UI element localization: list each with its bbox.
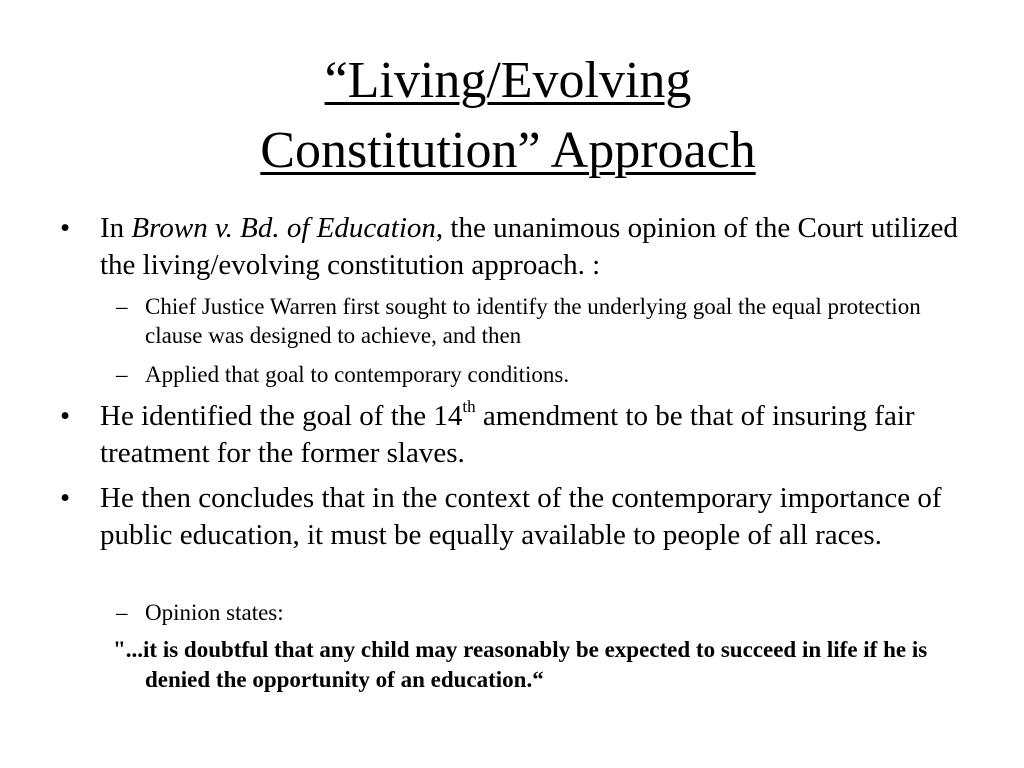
dash-marker: – (116, 600, 128, 625)
case-name: Brown v. Bd. of Education (131, 212, 436, 244)
slide-title-line-1: “Living/Evolving (324, 52, 692, 109)
bullet-marker: • (60, 212, 71, 244)
sub-bullet-item-opinion (116, 598, 936, 627)
dash-marker: – (116, 362, 128, 387)
opinion-quote (113, 635, 933, 695)
sub-bullet-item-applied (116, 360, 936, 389)
bullet-item-brown (60, 210, 970, 284)
slide-title-line-2: Constitution” Approach (260, 122, 756, 179)
bullet-text: He then concludes that in the context of the contemporary importance of public education, it must be equally available to people of all races. (100, 482, 942, 551)
bullet-text-lead: In (100, 212, 132, 244)
bullet-text (100, 398, 970, 472)
opinion-quote-text: "...it is doubtful that any child may reasonably be expected to succeed in life if he is denied the opportunity of an education.“ (113, 637, 928, 692)
bullet-marker: • (60, 482, 71, 514)
bullet-item-goal (60, 398, 970, 472)
bullet-item-conclusion (60, 480, 970, 554)
ordinal-superscript: th (462, 397, 476, 416)
sub-bullet-text: Applied that goal to contemporary conditions. (145, 362, 570, 387)
bullet-text-lead: He identified the goal of the 14 (100, 400, 463, 432)
bullet-text (100, 210, 970, 284)
bullet-marker: • (60, 400, 71, 432)
sub-bullet-text: Opinion states: (145, 600, 284, 625)
sub-bullet-item-warren (116, 292, 936, 350)
bullet-text-rest: , the unanimous opinion of the Court utilized the living/evolving constitution approach. : (100, 212, 958, 281)
dash-marker: – (116, 294, 128, 319)
sub-bullet-text: Chief Justice Warren first sought to identify the underlying goal the equal protection clause was designed to achieve, and then (145, 294, 921, 348)
slide-title (0, 46, 1016, 186)
bullet-text-rest: amendment to be that of insuring fair treatment for the former slaves. (100, 400, 915, 469)
